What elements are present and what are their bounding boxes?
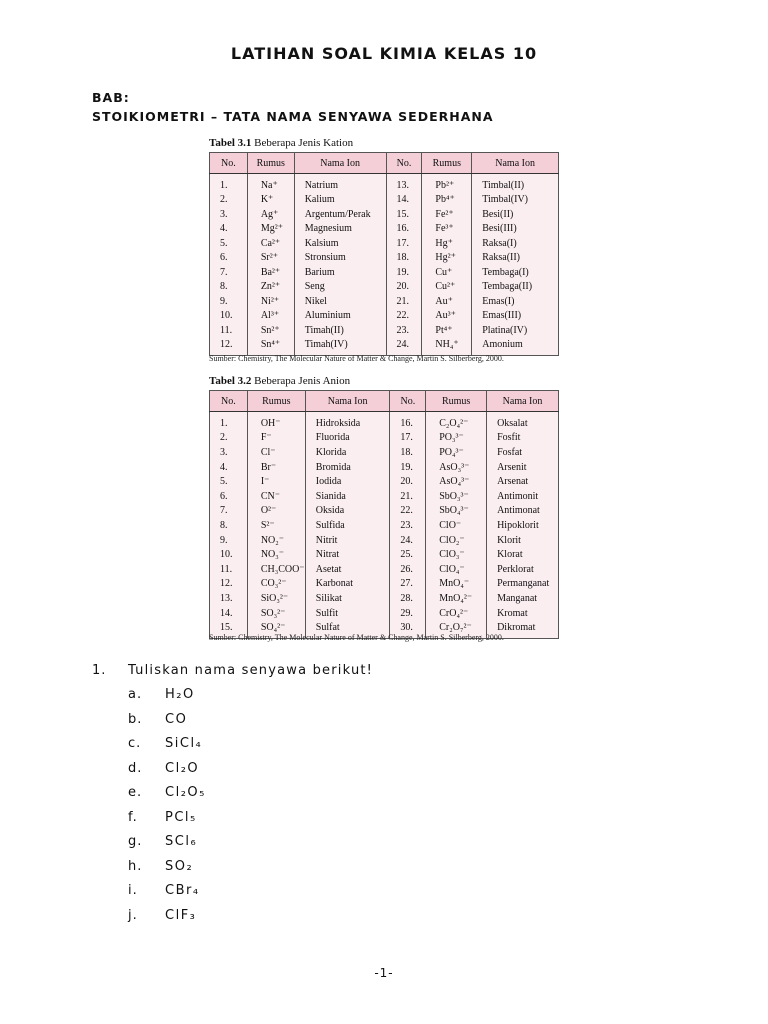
cell-no: 12. bbox=[210, 577, 248, 592]
cell-no: 3. bbox=[210, 445, 248, 460]
col-header-nama-ion: Nama Ion bbox=[294, 153, 386, 174]
cell-ion-name: Natrium bbox=[294, 174, 386, 193]
item-letter: f. bbox=[128, 809, 138, 825]
table-row bbox=[210, 251, 559, 266]
cell-no: 7. bbox=[210, 504, 248, 519]
cell-ion-name: Sianida bbox=[305, 489, 390, 504]
cell-ion-name: Barium bbox=[294, 265, 386, 280]
cell-ion-name: Timah(II) bbox=[294, 323, 386, 338]
cell-formula: Sr²⁺ bbox=[247, 251, 294, 266]
table2-source: Sumber: Chemistry, The Molecular Nature of Matter & Change, Martin S. Silberberg, 2000. bbox=[209, 633, 504, 642]
cell-formula: Ba²⁺ bbox=[247, 265, 294, 280]
cell-formula: SiO₃²⁻ bbox=[247, 591, 305, 606]
cell-no: 18. bbox=[390, 445, 426, 460]
cell-ion-name: Silikat bbox=[305, 591, 390, 606]
table-row bbox=[210, 222, 559, 237]
item-formula: Cl₂O₅ bbox=[165, 785, 206, 800]
cell-no: 29. bbox=[390, 606, 426, 621]
table-row bbox=[210, 533, 559, 548]
cell-ion-name: Kalsium bbox=[294, 236, 386, 251]
cell-ion-name: Kromat bbox=[487, 606, 559, 621]
col-header-nama-ion: Nama Ion bbox=[305, 391, 390, 412]
cell-formula: ClO⁻ bbox=[426, 518, 487, 533]
cell-formula: AsO₄³⁻ bbox=[426, 474, 487, 489]
cell-formula: K⁺ bbox=[247, 193, 294, 208]
table-row bbox=[210, 323, 559, 338]
cell-formula: O²⁻ bbox=[247, 504, 305, 519]
table-row bbox=[210, 338, 559, 356]
col-header-no: No. bbox=[210, 391, 248, 412]
cell-formula: OH⁻ bbox=[247, 412, 305, 431]
cell-no: 20. bbox=[386, 280, 422, 295]
cell-no: 8. bbox=[210, 280, 248, 295]
table-row bbox=[210, 193, 559, 208]
item-letter: a. bbox=[128, 687, 143, 702]
cell-no: 12. bbox=[210, 338, 248, 356]
cell-formula: S²⁻ bbox=[247, 518, 305, 533]
table-row bbox=[210, 412, 559, 431]
cell-no: 21. bbox=[390, 489, 426, 504]
table2-caption-number: Tabel 3.2 bbox=[209, 375, 252, 387]
cell-ion-name: Fluorida bbox=[305, 431, 390, 446]
cell-no: 17. bbox=[390, 431, 426, 446]
page-title: LATIHAN SOAL KIMIA KELAS 10 bbox=[230, 44, 538, 63]
cell-ion-name: Timah(IV) bbox=[294, 338, 386, 356]
item-formula: SCl₆ bbox=[165, 834, 198, 849]
cell-ion-name: Emas(I) bbox=[472, 294, 559, 309]
cell-no: 15. bbox=[210, 620, 248, 638]
cell-no: 27. bbox=[390, 577, 426, 592]
cell-ion-name: Besi(II) bbox=[472, 207, 559, 222]
cell-formula: F⁻ bbox=[247, 431, 305, 446]
cell-ion-name: Timbal(II) bbox=[472, 174, 559, 193]
cell-ion-name: Arsenat bbox=[487, 474, 559, 489]
cell-no: 23. bbox=[390, 518, 426, 533]
table-row bbox=[210, 280, 559, 295]
table2-caption-text: Beberapa Jenis Anion bbox=[254, 375, 351, 387]
cell-no: 1. bbox=[210, 412, 248, 431]
item-letter: g. bbox=[128, 834, 143, 849]
cell-formula: Ag⁺ bbox=[247, 207, 294, 222]
cell-ion-name: Raksa(I) bbox=[472, 236, 559, 251]
cell-ion-name: Nikel bbox=[294, 294, 386, 309]
item-letter: b. bbox=[128, 711, 143, 727]
table-row bbox=[210, 518, 559, 533]
cell-formula: Au³⁺ bbox=[422, 309, 472, 324]
cell-ion-name: Stronsium bbox=[294, 251, 386, 266]
cell-formula: CN⁻ bbox=[247, 489, 305, 504]
cell-no: 8. bbox=[210, 518, 248, 533]
cell-no: 10. bbox=[210, 309, 248, 324]
cation-table-header bbox=[210, 153, 559, 174]
table-row bbox=[210, 309, 559, 324]
item-letter: c. bbox=[128, 736, 142, 751]
table-row bbox=[210, 489, 559, 504]
cell-no: 9. bbox=[210, 294, 248, 309]
cell-no: 19. bbox=[390, 460, 426, 475]
table-row bbox=[210, 174, 559, 193]
cell-ion-name: Nitrat bbox=[305, 547, 390, 562]
cell-ion-name: Sulfit bbox=[305, 606, 390, 621]
cation-table bbox=[209, 152, 559, 356]
cell-ion-name: Amonium bbox=[472, 338, 559, 356]
item-formula: CO bbox=[165, 711, 188, 727]
cell-ion-name: Klorida bbox=[305, 445, 390, 460]
cell-formula: NH₄⁺ bbox=[422, 338, 472, 356]
cell-formula: SbO₄³⁻ bbox=[426, 504, 487, 519]
cell-no: 22. bbox=[386, 309, 422, 324]
cell-formula: Zn²⁺ bbox=[247, 280, 294, 295]
cell-formula: Sn²⁺ bbox=[247, 323, 294, 338]
col-header-rumus: Rumus bbox=[247, 391, 305, 412]
cell-no: 4. bbox=[210, 460, 248, 475]
cell-formula: CO₃²⁻ bbox=[247, 577, 305, 592]
cell-no: 28. bbox=[390, 591, 426, 606]
item-letter: h. bbox=[128, 858, 143, 874]
cell-no: 2. bbox=[210, 193, 248, 208]
cell-no: 15. bbox=[386, 207, 422, 222]
cell-formula: C₂O₄²⁻ bbox=[426, 412, 487, 431]
cell-formula: Fe²⁺ bbox=[422, 207, 472, 222]
item-formula: SO₂ bbox=[165, 858, 194, 874]
table-row bbox=[210, 431, 559, 446]
cell-ion-name: Magnesium bbox=[294, 222, 386, 237]
table2-caption bbox=[209, 375, 350, 387]
table-row bbox=[210, 474, 559, 489]
question-text: Tuliskan nama senyawa berikut! bbox=[128, 663, 374, 678]
cell-formula: I⁻ bbox=[247, 474, 305, 489]
cell-no: 3. bbox=[210, 207, 248, 222]
cell-ion-name: Iodida bbox=[305, 474, 390, 489]
col-header-nama-ion: Nama Ion bbox=[472, 153, 559, 174]
cell-no: 14. bbox=[210, 606, 248, 621]
cell-no: 19. bbox=[386, 265, 422, 280]
cell-no: 22. bbox=[390, 504, 426, 519]
cell-no: 14. bbox=[386, 193, 422, 208]
cell-ion-name: Tembaga(I) bbox=[472, 265, 559, 280]
table-row bbox=[210, 606, 559, 621]
cell-no: 11. bbox=[210, 562, 248, 577]
cell-formula: Cu²⁺ bbox=[422, 280, 472, 295]
table-row bbox=[210, 562, 559, 577]
cell-no: 16. bbox=[386, 222, 422, 237]
cell-no: 26. bbox=[390, 562, 426, 577]
table-row bbox=[210, 265, 559, 280]
item-formula: PCl₅ bbox=[165, 809, 197, 825]
cell-no: 30. bbox=[390, 620, 426, 638]
cell-ion-name: Dikromat bbox=[487, 620, 559, 638]
cell-no: 24. bbox=[386, 338, 422, 356]
table-row bbox=[210, 577, 559, 592]
chapter-label: BAB: bbox=[92, 90, 130, 105]
cell-ion-name: Aluminium bbox=[294, 309, 386, 324]
cell-no: 2. bbox=[210, 431, 248, 446]
cell-formula: MnO₄²⁻ bbox=[426, 591, 487, 606]
cell-formula: Br⁻ bbox=[247, 460, 305, 475]
item-letter: d. bbox=[128, 760, 143, 776]
cell-formula: Cl⁻ bbox=[247, 445, 305, 460]
col-header-no: No. bbox=[386, 153, 422, 174]
cell-formula: Au⁺ bbox=[422, 294, 472, 309]
cell-no: 21. bbox=[386, 294, 422, 309]
cell-ion-name: Klorat bbox=[487, 547, 559, 562]
table-row bbox=[210, 460, 559, 475]
item-formula: CBr₄ bbox=[165, 883, 200, 898]
cell-no: 13. bbox=[210, 591, 248, 606]
cell-formula: Ni²⁺ bbox=[247, 294, 294, 309]
cell-formula: Pt⁴⁺ bbox=[422, 323, 472, 338]
table1-source: Sumber: Chemistry, The Molecular Nature of Matter & Change, Martin S. Silberberg, 2000. bbox=[209, 354, 504, 363]
table1-caption-text: Beberapa Jenis Kation bbox=[254, 137, 354, 149]
cell-ion-name: Platina(IV) bbox=[472, 323, 559, 338]
cell-no: 6. bbox=[210, 251, 248, 266]
cell-ion-name: Tembaga(II) bbox=[472, 280, 559, 295]
cell-formula: Al³⁺ bbox=[247, 309, 294, 324]
cell-formula: Mg²⁺ bbox=[247, 222, 294, 237]
cell-formula: Fe³⁺ bbox=[422, 222, 472, 237]
cell-ion-name: Seng bbox=[294, 280, 386, 295]
question-number: 1. bbox=[92, 663, 107, 678]
cell-ion-name: Manganat bbox=[487, 591, 559, 606]
cell-no: 17. bbox=[386, 236, 422, 251]
cell-formula: CH₃COO⁻ bbox=[247, 562, 305, 577]
col-header-rumus: Rumus bbox=[426, 391, 487, 412]
cell-formula: MnO₄⁻ bbox=[426, 577, 487, 592]
cell-ion-name: Sulfat bbox=[305, 620, 390, 638]
cell-ion-name: Karbonat bbox=[305, 577, 390, 592]
cell-ion-name: Permanganat bbox=[487, 577, 559, 592]
cell-ion-name: Antimonit bbox=[487, 489, 559, 504]
cell-no: 1. bbox=[210, 174, 248, 193]
cell-ion-name: Antimonat bbox=[487, 504, 559, 519]
cell-formula: CrO₄²⁻ bbox=[426, 606, 487, 621]
cell-no: 18. bbox=[386, 251, 422, 266]
cell-formula: Hg²⁺ bbox=[422, 251, 472, 266]
cell-ion-name: Kalium bbox=[294, 193, 386, 208]
cell-formula: SO₄²⁻ bbox=[247, 620, 305, 638]
page-number: -1- bbox=[374, 966, 394, 980]
cell-formula: ClO₃⁻ bbox=[426, 547, 487, 562]
col-header-no: No. bbox=[390, 391, 426, 412]
cell-no: 20. bbox=[390, 474, 426, 489]
cell-no: 24. bbox=[390, 533, 426, 548]
cell-formula: Pb⁴⁺ bbox=[422, 193, 472, 208]
anion-table-header bbox=[210, 391, 559, 412]
cell-formula: Hg⁺ bbox=[422, 236, 472, 251]
cell-formula: Na⁺ bbox=[247, 174, 294, 193]
item-letter: i. bbox=[128, 883, 138, 898]
col-header-no: No. bbox=[210, 153, 248, 174]
table-row bbox=[210, 547, 559, 562]
cell-no: 5. bbox=[210, 236, 248, 251]
cell-ion-name: Arsenit bbox=[487, 460, 559, 475]
cell-ion-name: Hidroksida bbox=[305, 412, 390, 431]
cell-formula: Ca²⁺ bbox=[247, 236, 294, 251]
cell-formula: PO₄³⁻ bbox=[426, 445, 487, 460]
table-row bbox=[210, 207, 559, 222]
table-row bbox=[210, 591, 559, 606]
cell-formula: Sn⁴⁺ bbox=[247, 338, 294, 356]
cell-ion-name: Fosfit bbox=[487, 431, 559, 446]
cell-formula: ClO₄⁻ bbox=[426, 562, 487, 577]
cell-formula: NO₃⁻ bbox=[247, 547, 305, 562]
table1-caption bbox=[209, 137, 353, 149]
item-letter: j. bbox=[128, 907, 138, 923]
cell-ion-name: Emas(III) bbox=[472, 309, 559, 324]
cell-formula: Pb²⁺ bbox=[422, 174, 472, 193]
cell-formula: NO₂⁻ bbox=[247, 533, 305, 548]
col-header-rumus: Rumus bbox=[422, 153, 472, 174]
cell-ion-name: Asetat bbox=[305, 562, 390, 577]
cell-formula: SO₃²⁻ bbox=[247, 606, 305, 621]
item-formula: ClF₃ bbox=[165, 907, 197, 923]
item-formula: Cl₂O bbox=[165, 760, 200, 776]
item-formula: SiCl₄ bbox=[165, 736, 203, 751]
cell-ion-name: Klorit bbox=[487, 533, 559, 548]
table-row bbox=[210, 294, 559, 309]
cell-no: 6. bbox=[210, 489, 248, 504]
cell-no: 9. bbox=[210, 533, 248, 548]
cell-ion-name: Argentum/Perak bbox=[294, 207, 386, 222]
cell-no: 5. bbox=[210, 474, 248, 489]
cell-formula: PO₃³⁻ bbox=[426, 431, 487, 446]
item-formula: H₂O bbox=[165, 687, 195, 702]
table-row bbox=[210, 445, 559, 460]
cell-no: 25. bbox=[390, 547, 426, 562]
table-row bbox=[210, 236, 559, 251]
cell-ion-name: Oksida bbox=[305, 504, 390, 519]
cell-no: 23. bbox=[386, 323, 422, 338]
cell-formula: Cr₂O₇²⁻ bbox=[426, 620, 487, 638]
cell-no: 13. bbox=[386, 174, 422, 193]
cell-no: 7. bbox=[210, 265, 248, 280]
cell-ion-name: Timbal(IV) bbox=[472, 193, 559, 208]
cell-ion-name: Bromida bbox=[305, 460, 390, 475]
col-header-nama-ion: Nama Ion bbox=[487, 391, 559, 412]
cell-formula: SbO₃³⁻ bbox=[426, 489, 487, 504]
cell-ion-name: Fosfat bbox=[487, 445, 559, 460]
cell-no: 11. bbox=[210, 323, 248, 338]
cell-ion-name: Nitrit bbox=[305, 533, 390, 548]
cell-no: 10. bbox=[210, 547, 248, 562]
chapter-title: STOIKIOMETRI – TATA NAMA SENYAWA SEDERHANA bbox=[92, 109, 494, 124]
cell-ion-name: Sulfida bbox=[305, 518, 390, 533]
table-row bbox=[210, 504, 559, 519]
anion-table bbox=[209, 390, 559, 639]
cell-no: 16. bbox=[390, 412, 426, 431]
cell-formula: AsO₃³⁻ bbox=[426, 460, 487, 475]
cell-formula: Cu⁺ bbox=[422, 265, 472, 280]
item-letter: e. bbox=[128, 785, 143, 800]
col-header-rumus: Rumus bbox=[247, 153, 294, 174]
table1-caption-number: Tabel 3.1 bbox=[209, 137, 252, 149]
cell-ion-name: Oksalat bbox=[487, 412, 559, 431]
cell-ion-name: Perklorat bbox=[487, 562, 559, 577]
cell-no: 4. bbox=[210, 222, 248, 237]
cell-formula: ClO₂⁻ bbox=[426, 533, 487, 548]
cell-ion-name: Raksa(II) bbox=[472, 251, 559, 266]
cell-ion-name: Hipoklorit bbox=[487, 518, 559, 533]
cell-ion-name: Besi(III) bbox=[472, 222, 559, 237]
